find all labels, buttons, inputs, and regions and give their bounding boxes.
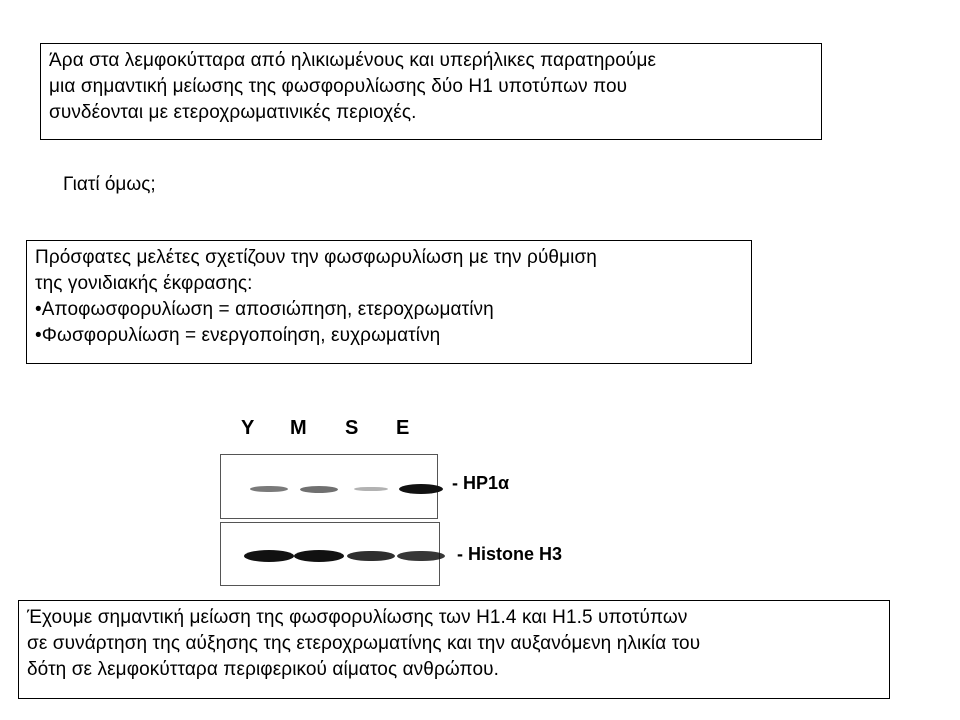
blot-band xyxy=(354,487,389,492)
question-text: Γιατί όμως; xyxy=(63,174,156,195)
blot-band xyxy=(294,550,344,562)
text-line: μια σημαντική μείωσης της φωσφορυλίωσης δύο Η1 υποτύπων που xyxy=(49,76,628,97)
text-line: συνδέονται με ετεροχρωματινικές περιοχές. xyxy=(49,102,417,123)
blot-band xyxy=(250,486,288,493)
summary-text-box xyxy=(40,43,822,140)
lane-label-s: S xyxy=(345,417,359,439)
text-line: δότη σε λεμφοκύτταρα περιφερικού αίματος ανθρώπου. xyxy=(27,659,500,680)
lane-label-y: Y xyxy=(241,417,255,439)
band-label-hp1a: - HP1α xyxy=(452,473,510,493)
blot-band xyxy=(244,550,294,562)
text-line: της γονιδιακής έκφρασης: xyxy=(35,273,253,294)
text-line: σε συνάρτηση της αύξησης της ετεροχρωματίνης και την αυξανόμενη ηλικία του xyxy=(27,633,701,654)
lane-label-m: M xyxy=(290,417,307,439)
lane-label-e: E xyxy=(396,417,410,439)
text-line: Άρα στα λεμφοκύτταρα από ηλικιωμένους και υπερήλικες παρατηρούμε xyxy=(49,50,657,71)
text-line: Έχουμε σημαντική μείωση της φωσφορυλίωσης των Η1.4 και Η1.5 υποτύπων xyxy=(27,607,688,628)
studies-text-box xyxy=(26,240,752,364)
blot-band xyxy=(399,484,443,494)
blot-panel-hp1a xyxy=(220,454,438,519)
band-label-histone-h3: - Histone H3 xyxy=(457,544,563,564)
blot-panel-histone-h3 xyxy=(220,522,440,586)
conclusion-text-box xyxy=(18,600,890,699)
bullet-line: •Αποφωσφορυλίωση = αποσιώπηση, ετεροχρωματίνη xyxy=(35,299,494,320)
text-line: Πρόσφατες μελέτες σχετίζουν την φωσφωρυλίωση με την ρύθμιση xyxy=(35,247,597,268)
blot-band xyxy=(397,551,445,562)
blot-band xyxy=(300,486,339,493)
blot-band xyxy=(347,551,395,562)
bullet-line: •Φωσφορυλίωση = ενεργοποίηση, ευχρωματίνη xyxy=(35,325,441,346)
